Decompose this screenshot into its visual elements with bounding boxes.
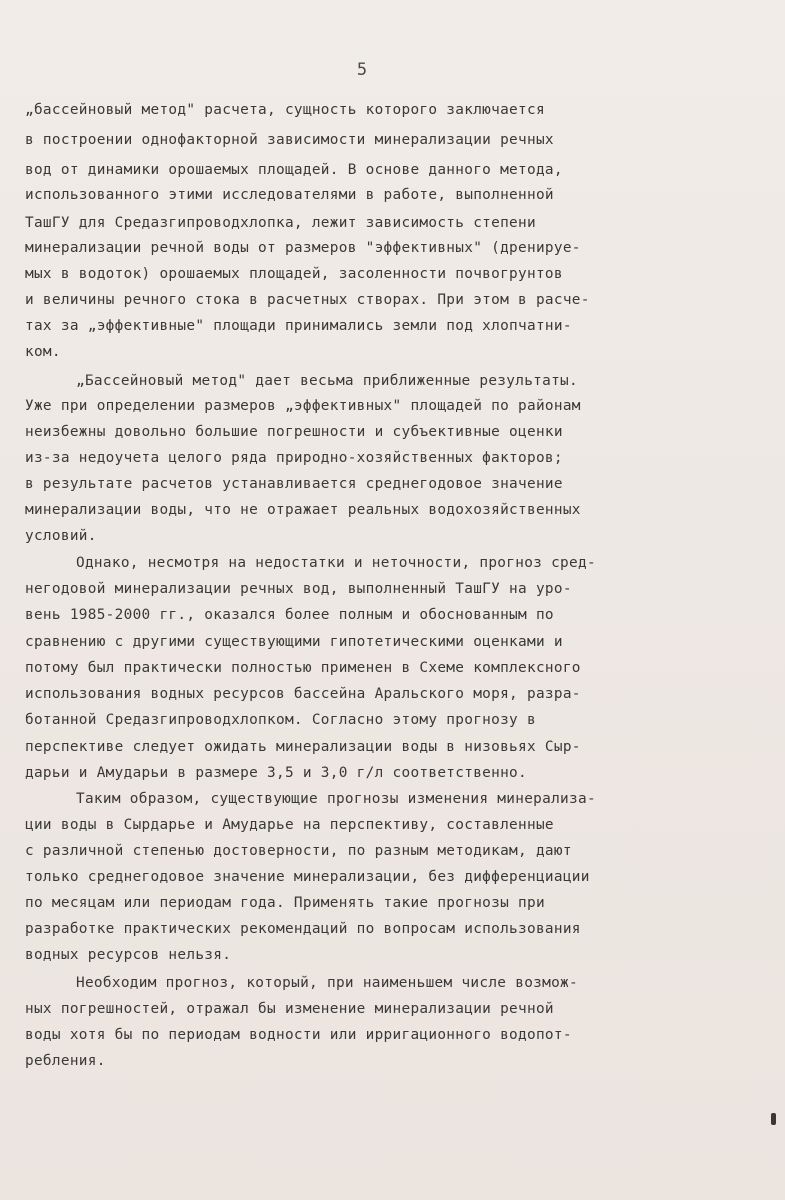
page-number: 5 [356,60,368,80]
text-line: тах за „эффективные" площади принимались земли под хлопчатни- [25,318,572,334]
text-line: негодовой минерализации речных вод, выполненный ТашГУ на уро- [25,581,572,597]
text-line: Необходим прогноз, который, при наименьшем числе возмож- [76,975,578,991]
text-line: воды хотя бы по периодам водности или ирригационного водопот- [25,1027,572,1043]
text-line: условий. [25,528,97,544]
text-line: „бассейновый метод" расчета, сущность которого заключается [25,102,545,118]
text-line: ции воды в Сырдарье и Амударье на перспективу, составленные [25,817,554,833]
paper-mark [771,1113,776,1125]
text-line: и величины речного стока в расчетных створах. При этом в расче- [25,292,590,308]
text-line: использованного этими исследователями в работе, выполненной [25,187,554,203]
text-line: использования водных ресурсов бассейна Аральского моря, разра- [25,686,581,702]
text-line: неизбежны довольно большие погрешности и субъективные оценки [25,424,563,440]
text-line: с различной степенью достоверности, по разным методикам, дают [25,843,572,859]
text-line: перспективе следует ожидать минерализации воды в низовьях Сыр- [25,739,581,755]
text-line: Однако, несмотря на недостатки и неточности, прогноз сред- [76,555,596,571]
text-line: ТашГУ для Средазгипроводхлопка, лежит зависимость степени [25,215,536,231]
text-line: Уже при определении размеров „эффективных" площадей по районам [25,398,581,414]
text-line: из-за недоучета целого ряда природно-хозяйственных факторов; [25,450,563,466]
text-line: разработке практических рекомендаций по вопросам использования [25,921,581,937]
text-line: мых в водоток) орошаемых площадей, засоленности почвогрунтов [25,266,563,282]
text-line: вень 1985-2000 гг., оказался более полным и обоснованным по [25,607,554,623]
text-line: потому был практически полностью применен в Схеме комплексного [25,660,581,676]
text-line: Таким образом, существующие прогнозы изменения минерализа- [76,791,596,807]
text-line: „Бассейновый метод" дает весьма приближенные результаты. [76,373,578,389]
text-line: ком. [25,344,61,360]
text-line: водных ресурсов нельзя. [25,947,232,963]
text-line: минерализации речной воды от размеров "эффективных" (дренируе- [25,240,581,256]
text-line: только среднегодовое значение минерализации, без дифференциации [25,869,590,885]
text-line: ребления. [25,1053,106,1069]
text-line: минерализации воды, что не отражает реальных водохозяйственных [25,502,581,518]
text-line: в результате расчетов устанавливается среднегодовое значение [25,476,563,492]
text-line: вод от динамики орошаемых площадей. В основе данного метода, [25,162,563,178]
text-line: дарьи и Амударьи в размере 3,5 и 3,0 г/л соответственно. [25,765,527,781]
text-line: ботанной Средазгипроводхлопком. Согласно этому прогнозу в [25,712,536,728]
text-line: сравнению с другими существующими гипотетическими оценками и [25,634,563,650]
text-line: в построении однофакторной зависимости минерализации речных [25,132,554,148]
text-line: ных погрешностей, отражал бы изменение минерализации речной [25,1001,554,1017]
text-line: по месяцам или периодам года. Применять такие прогнозы при [25,895,545,911]
